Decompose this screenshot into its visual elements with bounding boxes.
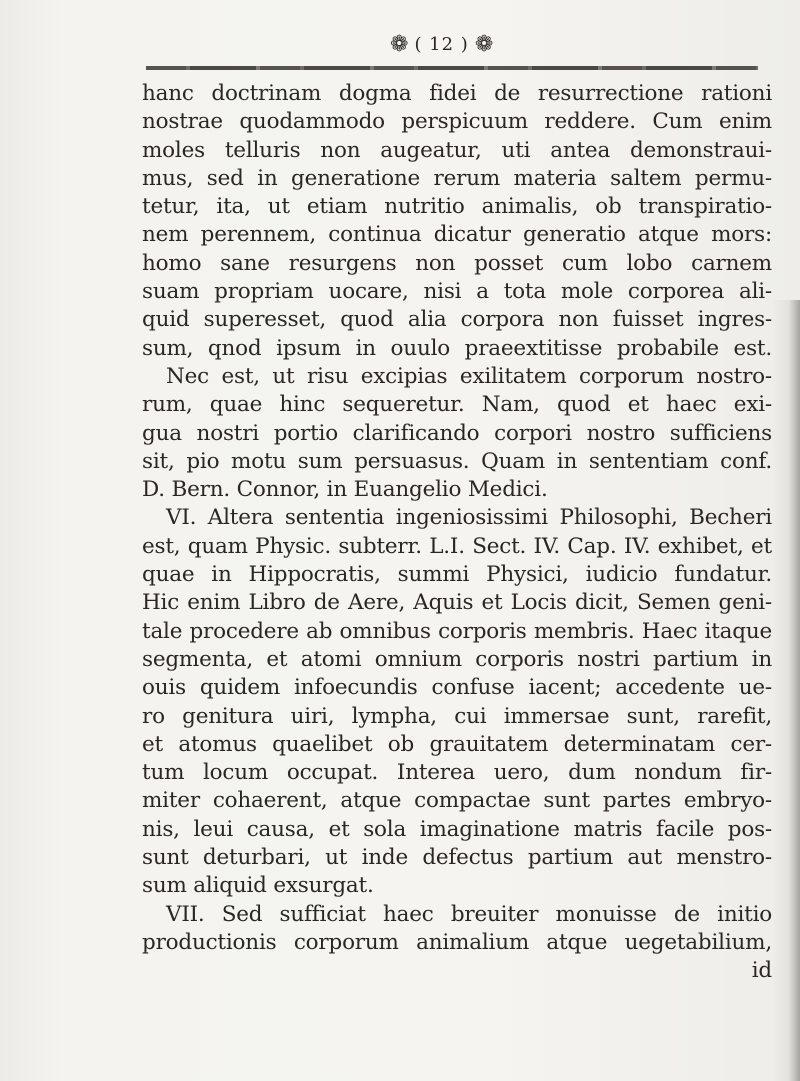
text-line: ouis quidem infoecundis confuse iacent; accedente ue- (142, 675, 772, 701)
text-line: Nec est, ut risu excipias exilitatem corporum nostro- (166, 363, 772, 389)
text-line: quid superesset, quod alia corpora non fuisset ingres- (142, 307, 772, 333)
text-line: miter cohaerent, atque compactae sunt partes embryo- (142, 788, 772, 814)
text-line: sum, qnod ipsum in ouulo praeextitisse probabile est. (142, 335, 772, 361)
text-line: sit, pio motu sum persuasus. Quam in sententiam conf. (142, 448, 772, 474)
page-header (390, 32, 493, 57)
text-line: ro genitura uiri, lympha, cui immersae sunt, rarefit, (142, 703, 772, 729)
text-line: rum, quae hinc sequeretur. Nam, quod et haec exi- (142, 392, 772, 418)
text-line: tetur, ita, ut etiam nutritio animalis, ob transpiratio- (142, 194, 772, 220)
text-line: VI. Altera sententia ingeniosissimi Philosophi, Becheri (166, 505, 772, 531)
ornament-left-icon: ❁ (390, 32, 409, 57)
catchword: id (751, 958, 772, 984)
page-number: ( 12 ) (414, 34, 469, 55)
text-line: suam propriam uocare, nisi a tota mole corporea ali- (142, 279, 772, 305)
text-line: Hic enim Libro de Aere, Aquis et Locis dicit, Semen geni- (142, 590, 772, 616)
text-line: sum aliquid exsurgat. (142, 873, 374, 899)
text-line: nem perennem, continua dicatur generatio atque mors: (142, 222, 772, 248)
ornament-right-icon: ❁ (474, 32, 494, 57)
text-line: nis, leui causa, et sola imaginatione matris facile pos- (142, 816, 772, 842)
text-line: VII. Sed sufficiat haec breuiter monuisse de initio (166, 901, 772, 927)
page-edge-shadow (772, 300, 800, 1081)
text-line: tale procedere ab omnibus corporis membris. Haec itaque (142, 618, 772, 644)
text-line: segmenta, et atomi omnium corporis nostri partium in (142, 646, 772, 672)
body-text (142, 80, 772, 986)
text-line: est, quam Physic. subterr. L.I. Sect. IV. Cap. IV. exhibet, et (142, 533, 772, 559)
header-rule (146, 66, 758, 70)
text-line: hanc doctrinam dogma fidei de resurrectione rationi (142, 81, 772, 106)
text-line: nostrae quodammodo perspicuum reddere. Cum enim (142, 109, 772, 135)
text-line: homo sane resurgens non posset cum lobo carnem (142, 250, 772, 276)
text-line: tum locum occupat. Interea uero, dum nondum fir- (142, 760, 772, 786)
text-line: et atomus quaelibet ob grauitatem determinatam cer- (142, 731, 772, 757)
text-line: mus, sed in generatione rerum materia saltem permu- (142, 165, 772, 191)
text-line: productionis corporum animalium atque uegetabilium, (142, 929, 772, 955)
text-line: sunt deturbari, ut inde defectus partium aut menstro- (142, 845, 772, 871)
text-line: moles telluris non augeatur, uti antea demonstraui- (142, 137, 772, 163)
text-line: quae in Hippocratis, summi Physici, iudicio fundatur. (142, 562, 772, 588)
text-line: gua nostri portio clarificando corpori nostro sufficiens (142, 420, 772, 446)
text-line: D. Bern. Connor, in Euangelio Medici. (142, 477, 548, 503)
